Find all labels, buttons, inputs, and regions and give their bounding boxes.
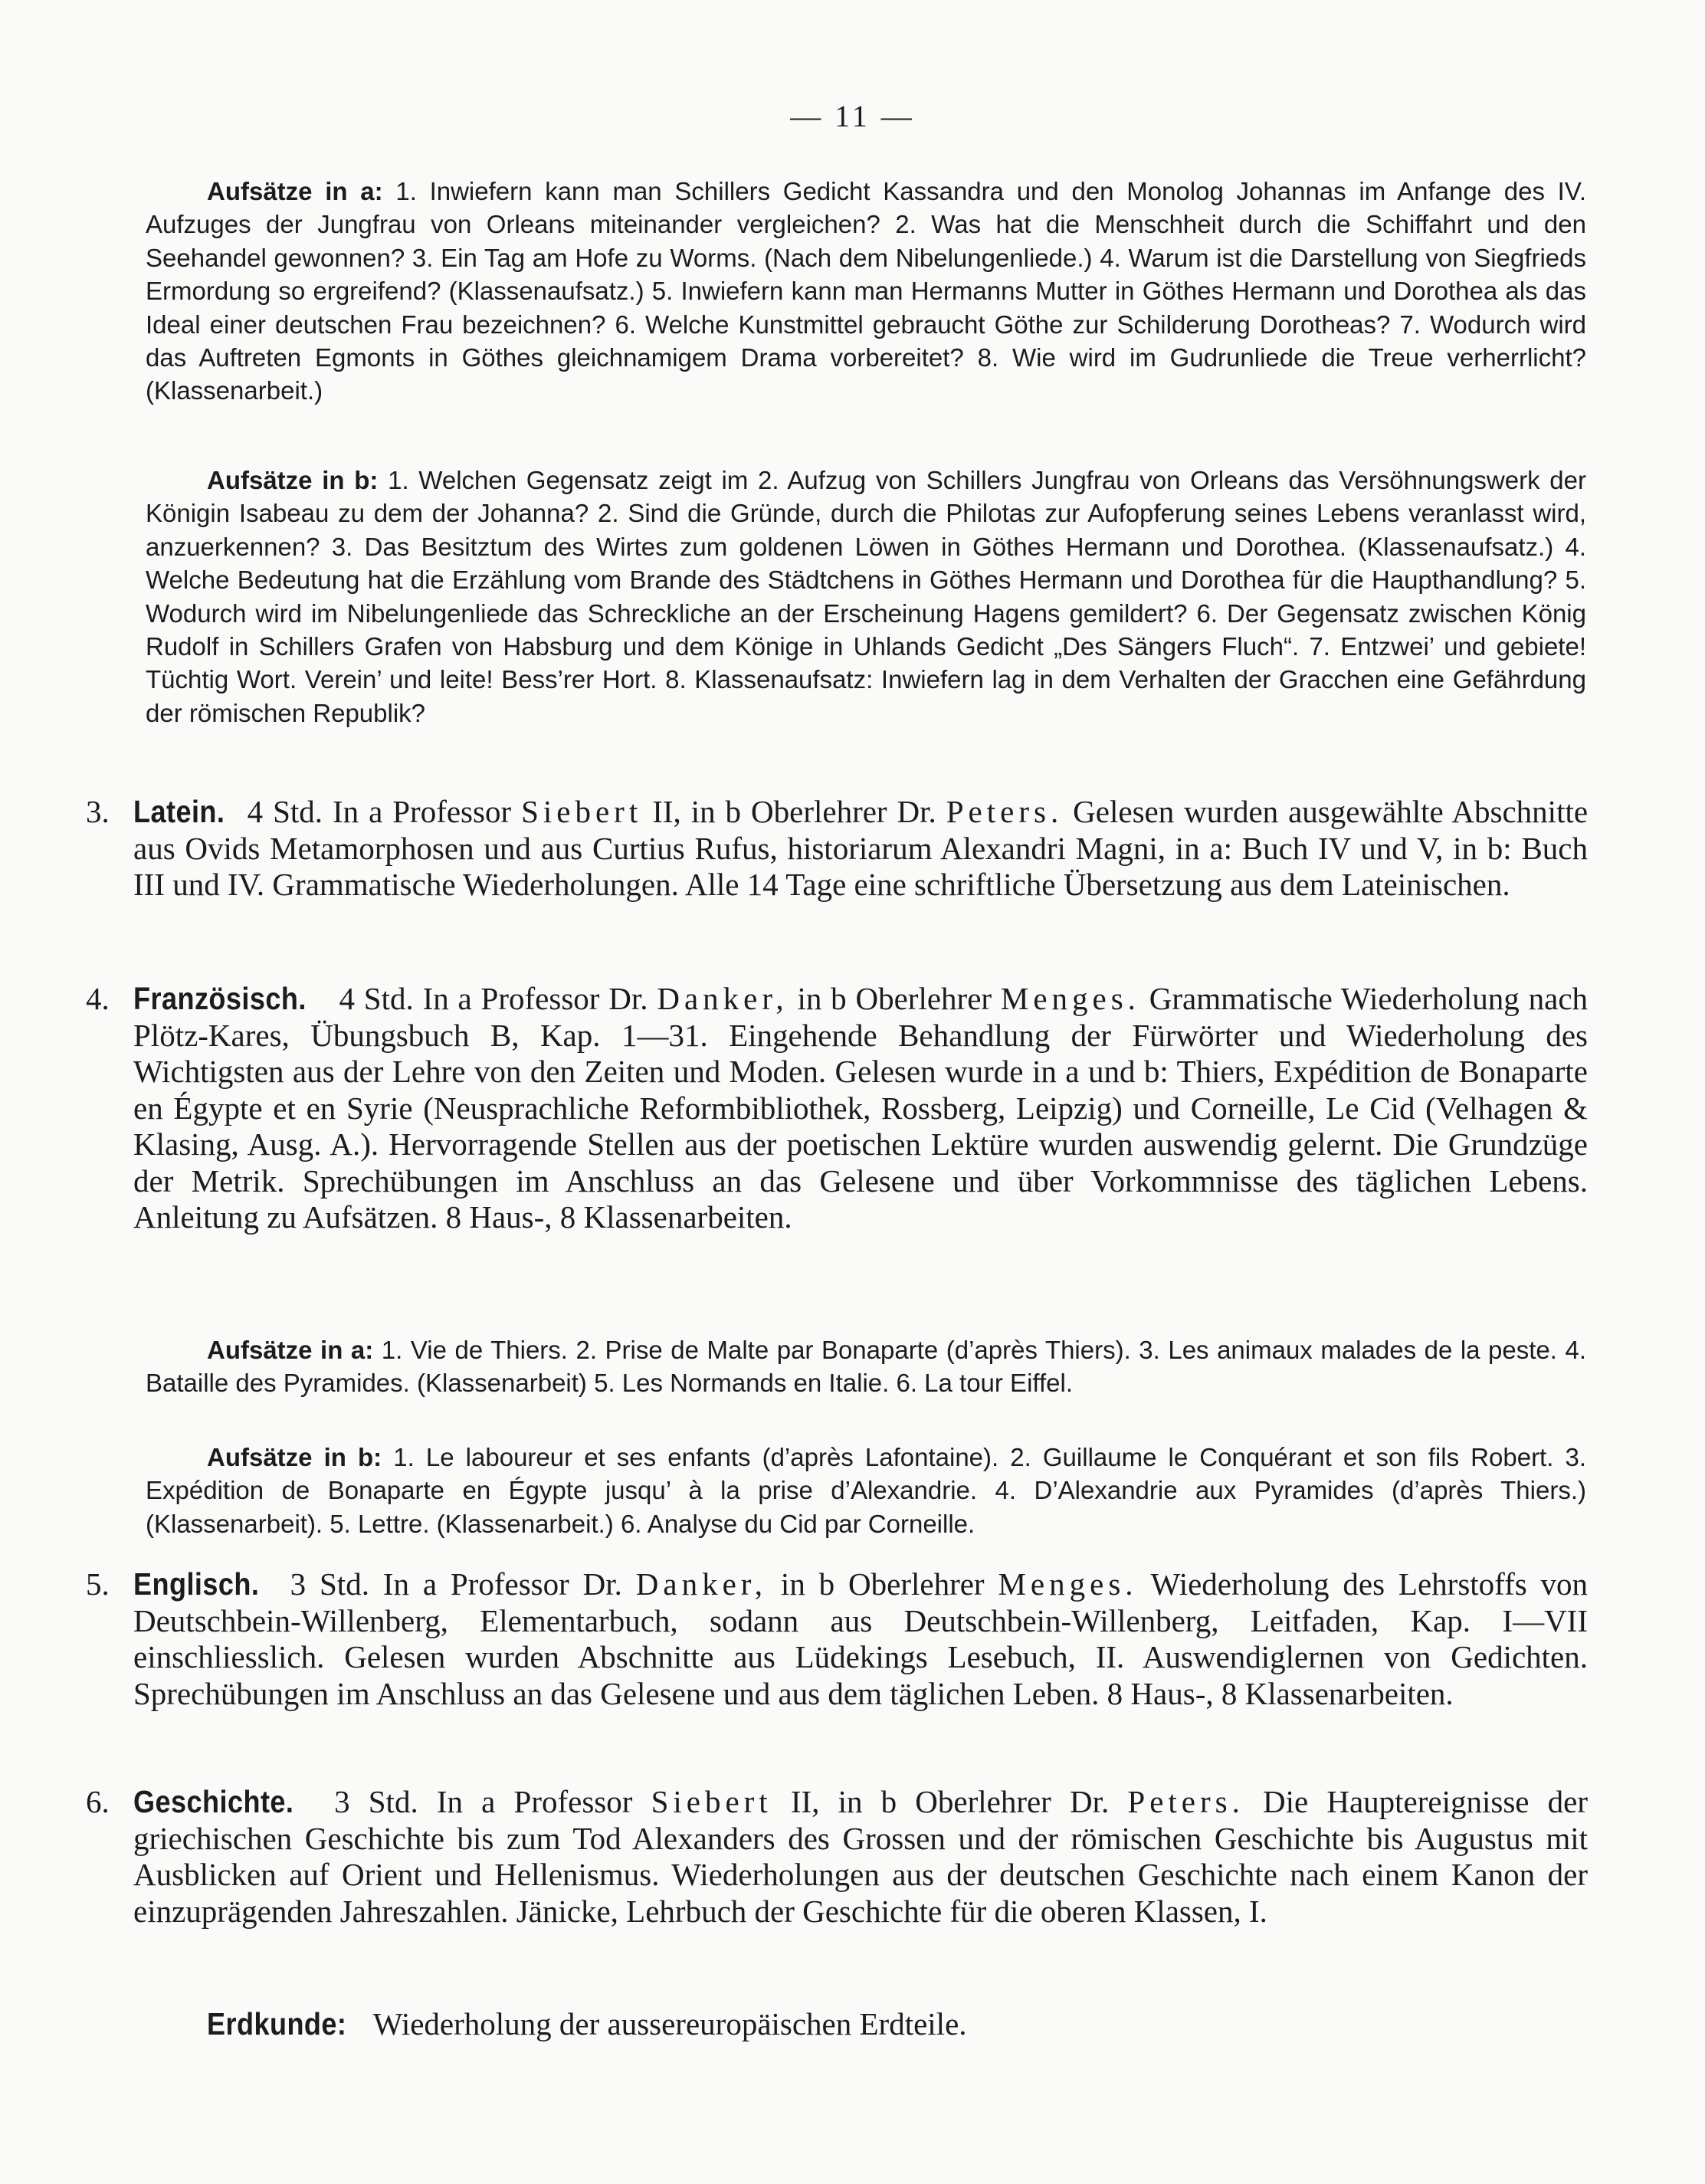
section-teacher-mid: II, in b Oberlehrer Dr. <box>790 1784 1110 1819</box>
section-heading: Latein. <box>133 794 225 829</box>
section-teacher-intro: In a Professor <box>436 1784 633 1819</box>
essay-label: Aufsätze in a: <box>207 177 383 205</box>
section-teacher-intro: In a Professor Dr. <box>422 981 648 1016</box>
section-text: Die Hauptereignisse der griechischen Geschichte bis zum Tod Alexanders des Grossen und der römischen Geschichte bis Augustus mit Ausblicken auf Orient und Hellenismus. Wiederholungen aus der deutschen Geschichte nach einem Kanon der einzuprägenden Jahreszahlen. Jänicke, Lehrbuch der Geschichte für die oberen Klassen, I. <box>133 1784 1588 1929</box>
essay-text: 1. Le laboureur et ses enfants (d’après Lafontaine). 2. Guillaume le Conquérant et son fils Robert. 3. Expédition de Bonaparte en Égypte jusqu’ à la prise d’Alexandrie. 4. D’Alexandrie aux Pyramides (d’après Thiers.) (Klassenarbeit). 5. Lettre. (Klassenarbeit.) 6. Analyse du Cid par Corneille. <box>146 1443 1587 1538</box>
section-number: 6. <box>86 1784 110 1819</box>
section-teacher-intro: In a Professor <box>332 794 512 829</box>
teacher-name: Siebert <box>651 1784 772 1819</box>
section-text: Wiederholung des Lehrstoffs von Deutschbein-Willenberg, Elementarbuch, sodann aus Deutschbein-Willenberg, Leitfaden, Kap. I—VII einschliesslich. Gelesen wurden Abschnitte aus Lüdekings Lesebuch, II. Auswendiglernen von Gedichten. Sprechübungen im Anschluss an das Gelesene und aus dem täglichen Leben. 8 Haus-, 8 Klassenarbeiten. <box>133 1566 1589 1711</box>
teacher-name: Peters. <box>946 794 1064 829</box>
essay-label: Aufsätze in b: <box>207 1443 382 1471</box>
teacher-name: Siebert <box>521 794 643 829</box>
section-number: 4. <box>86 981 110 1016</box>
section-hours: 3 Std. <box>334 1784 418 1819</box>
section-heading: Englisch. <box>133 1566 260 1602</box>
section-hours: 4 Std. <box>339 981 414 1016</box>
essay-label: Aufsätze in b: <box>207 466 379 494</box>
essay-text: 1. Inwiefern kann man Schillers Gedicht Kassandra und den Monolog Johannas im Anfange des IV. Aufzuges der Jungfrau von Orleans miteinander vergleichen? 2. Was hat die Menschheit durch die Schiffahrt und den Seehandel gewonnen? 3. Ein Tag am Hofe zu Worms. (Nach dem Nibelungenliede.) 4. Warum ist die Darstellung von Siegfrieds Ermordung so ergreifend? (Klassenaufsatz.) 5. Inwiefern kann man Hermanns Mutter in Göthes Hermann und Dorothea als das Ideal einer deutschen Frau bezeichnen? 6. Welche Kunstmittel gebraucht Göthe zur Schilderung Dorotheas? 7. Wodurch wird das Auftreten Egmonts in Göthes gleichnamigem Drama vorbereitet? 8. Wie wird im Gudrunliede die Treue verherrlicht? (Klassenarbeit.) <box>146 177 1586 405</box>
teacher-name: Danker, <box>657 981 789 1016</box>
essay-list-deutsch-a <box>146 175 1586 408</box>
teacher-name: Danker, <box>635 1566 768 1602</box>
section-number: 3. <box>86 794 110 829</box>
essay-text: 1. Vie de Thiers. 2. Prise de Malte par Bonaparte (d’après Thiers). 3. Les animaux malades de la peste. 4. Bataille des Pyramides. (Klassenarbeit) 5. Les Normands en Italie. 6. La tour Eiffel. <box>146 1336 1586 1398</box>
essay-list-franz-b <box>146 1441 1586 1540</box>
page-number: — 11 — <box>790 99 915 133</box>
section-teacher-mid: in b Oberlehrer <box>780 1566 985 1602</box>
section-number: 5. <box>86 1566 110 1602</box>
section-teacher-mid: in b Oberlehrer <box>797 981 992 1016</box>
essay-label: Aufsätze in a: <box>207 1336 374 1364</box>
section-teacher-intro: In a Professor Dr. <box>382 1566 622 1602</box>
teacher-name: Menges. <box>998 1566 1138 1602</box>
section-hours: 3 Std. <box>290 1566 369 1602</box>
section-erdkunde <box>207 2006 967 2042</box>
section-heading: Französisch. <box>133 981 307 1016</box>
section-englisch <box>86 1566 1588 1712</box>
teacher-name: Menges. <box>1000 981 1140 1016</box>
section-heading: Geschichte. <box>133 1784 294 1819</box>
teacher-name: Peters. <box>1127 1784 1244 1819</box>
section-hours: 4 Std. <box>247 794 323 829</box>
section-geschichte <box>86 1784 1588 1930</box>
essay-text: 1. Welchen Gegensatz zeigt im 2. Aufzug von Schillers Jungfrau von Orleans das Versöhnungswerk der Königin Isabeau zu dem der Johanna? 2. Sind die Gründe, durch die Philotas zur Aufopferung seines Lebens veranlasst wird, anzuerkennen? 3. Das Besitztum des Wirtes zum goldenen Löwen in Göthes Hermann und Dorothea. (Klassenaufsatz.) 4. Welche Bedeutung hat die Erzählung vom Brande des Städtchens in Göthes Hermann und Dorothea für die Haupthandlung? 5. Wodurch wird im Nibelungenliede das Schreckliche an der Erscheinung Hagens gemildert? 6. Der Gegensatz zwischen König Rudolf in Schillers Grafen von Habsburg und dem Könige in Uhlands Gedicht „Des Sängers Fluch“. 7. Entzwei’ und gebiete! Tüchtig Wort. Verein’ und leite! Bess’rer Hort. 8. Klassenaufsatz: Inwiefern lag in dem Verhalten der Gracchen eine Gefährdung der römischen Republik? <box>146 466 1586 727</box>
section-latein <box>86 794 1588 903</box>
section-text: Wiederholung der aussereuropäischen Erdteile. <box>372 2006 967 2041</box>
section-heading: Erdkunde: <box>207 2006 347 2041</box>
essay-list-franz-a <box>146 1333 1586 1400</box>
section-text: Grammatische Wiederholung nach Plötz-Kares, Übungsbuch B, Kap. 1—31. Eingehende Behandlung der Fürwörter und Wiederholung des Wichtigsten aus der Lehre von den Zeiten und Moden. Gelesen wurde in a und b: Thiers, Expédition de Bonaparte en Égypte et en Syrie (Neusprachliche Reformbibliothek, Rossberg, Leipzig) und Corneille, Le Cid (Velhagen & Klasing, Ausg. A.). Hervorragende Stellen aus der poetischen Lektüre wurden auswendig gelernt. Die Grundzüge der Metrik. Sprechübungen im Anschluss an das Gelesene und über Vorkommnisse des täglichen Lebens. Anleitung zu Aufsätzen. 8 Haus-, 8 Klassenarbeiten. <box>133 981 1589 1235</box>
section-text: Gelesen wurden ausgewählte Abschnitte aus Ovids Metamorphosen und aus Curtius Rufus, historiarum Alexandri Magni, in a: Buch IV und V, in b: Buch III und IV. Grammatische Wiederholungen. Alle 14 Tage eine schriftliche Übersetzung aus dem Lateinischen. <box>133 794 1589 902</box>
section-teacher-mid: II, in b Oberlehrer Dr. <box>652 794 936 829</box>
essay-list-deutsch-b <box>146 464 1586 730</box>
section-franzoesisch <box>86 981 1588 1236</box>
